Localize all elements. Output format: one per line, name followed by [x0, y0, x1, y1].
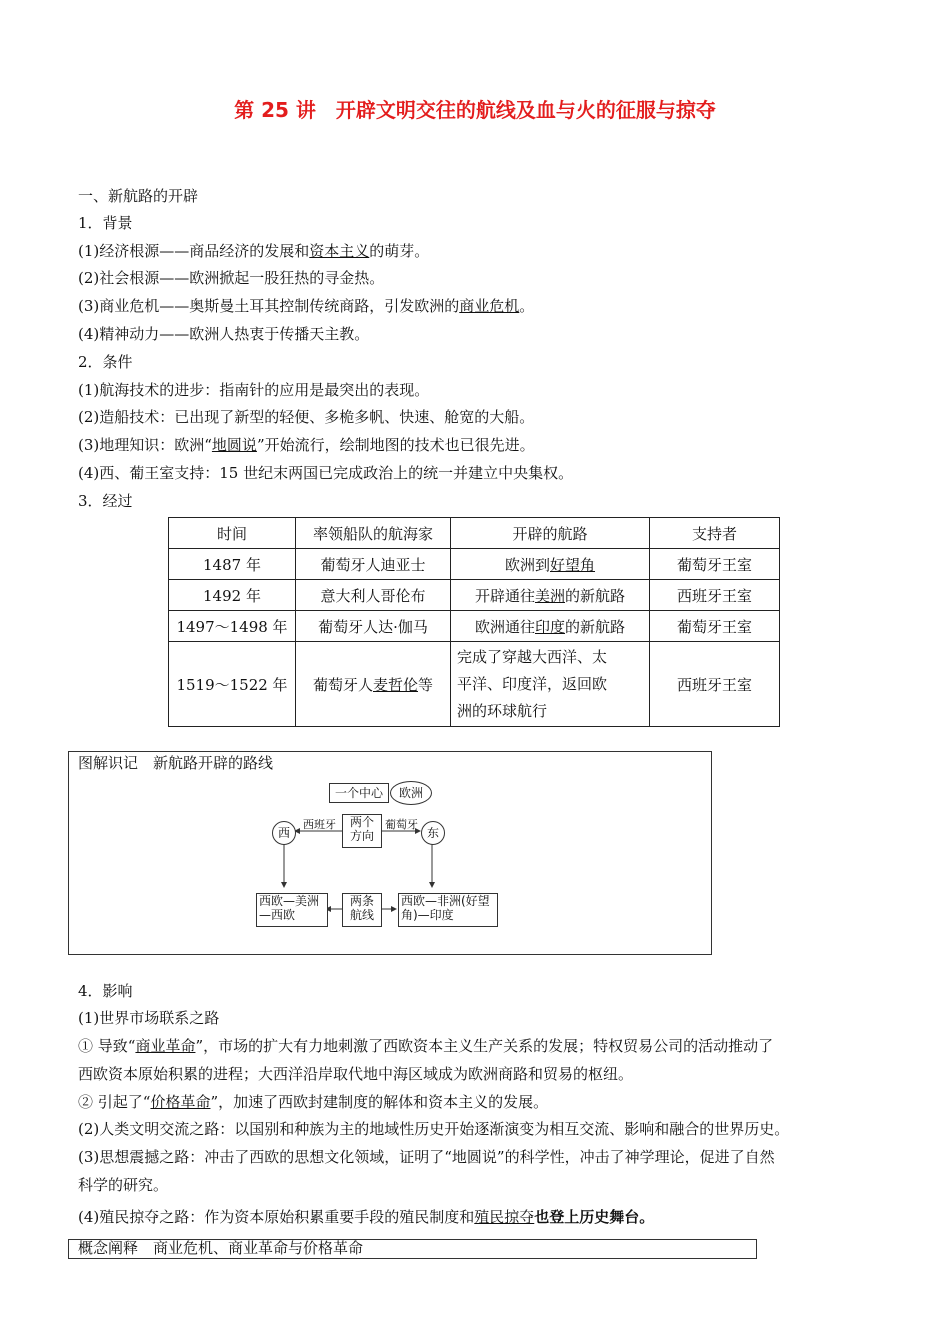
europe-node: 欧洲: [390, 781, 432, 805]
text-line: (1)经济根源——商品经济的发展和资本主义的萌芽。: [78, 242, 430, 260]
concept-caption: 概念阐释 商业危机、商业革命与价格革命: [78, 1239, 364, 1257]
text-line: (4)精神动力——欧洲人热衷于传播天主教。: [78, 325, 370, 343]
east-node: 东: [421, 821, 445, 845]
table-cell: 葡萄牙人麦哲伦等: [296, 642, 451, 727]
text-line: (4)西、葡王室支持：15 世纪末两国已完成政治上的统一并建立中央集权。: [78, 464, 574, 482]
table-cell: 欧洲到好望角: [451, 549, 650, 580]
text-line: (3)地理知识：欧洲“地圆说”开始流行，绘制地图的技术也已很先进。: [78, 436, 535, 454]
table-cell: 葡萄牙王室: [650, 611, 780, 642]
two-routes-node: 两条 航线: [342, 893, 382, 927]
table-cell: 西班牙王室: [650, 642, 780, 727]
text-line: ① 导致“商业革命”，市场的扩大有力地刺激了西欧资本主义生产关系的发展；特权贸易公司的活动推动了: [78, 1037, 774, 1055]
subheading-process: 3．经过: [78, 492, 133, 510]
text-line: (4)殖民掠夺之路：作为资本原始积累重要手段的殖民制度和殖民掠夺也登上历史舞台。: [78, 1208, 655, 1226]
subheading-impact: 4．影响: [78, 982, 133, 1000]
table-cell: 1519～1522 年: [169, 642, 296, 727]
text-line: (1)世界市场联系之路: [78, 1009, 220, 1027]
table-cell: 欧洲通往印度的新航路: [451, 611, 650, 642]
table-cell: 葡萄牙人达·伽马: [296, 611, 451, 642]
table-row: [169, 611, 780, 642]
table-header-row: [169, 518, 780, 549]
table-row: [169, 549, 780, 580]
table-cell: 开辟通往美洲的新航路: [451, 580, 650, 611]
table-cell: 葡萄牙王室: [650, 549, 780, 580]
header-cell: 开辟的航路: [451, 518, 650, 549]
table-cell: 1487 年: [169, 549, 296, 580]
header-cell: 时间: [169, 518, 296, 549]
spain-label: 西班牙: [303, 818, 336, 831]
text-line: (1)航海技术的进步：指南针的应用是最突出的表现。: [78, 381, 430, 399]
section-heading: 一、新航路的开辟: [78, 187, 199, 205]
diagram-caption: 图解识记 新航路开辟的路线: [78, 754, 274, 772]
two-directions-node: 两个 方向: [342, 814, 382, 848]
subheading-conditions: 2．条件: [78, 353, 133, 371]
page-title: 第 25 讲 开辟文明交往的航线及血与火的征服与掠夺: [234, 98, 716, 122]
text-line: (2)造船技术：已出现了新型的轻便、多桅多帆、快速、舱宽的大船。: [78, 408, 535, 426]
voyages-table: [168, 517, 780, 727]
table-cell: 葡萄牙人迪亚士: [296, 549, 451, 580]
table-row: [169, 580, 780, 611]
subheading-background: 1．背景: [78, 214, 133, 232]
west-node: 西: [272, 821, 296, 845]
text-line: ② 引起了“价格革命”，加速了西欧封建制度的解体和资本主义的发展。: [78, 1093, 549, 1111]
text-line: (3)商业危机——奥斯曼土耳其控制传统商路，引发欧洲的商业危机。: [78, 297, 535, 315]
table-cell: 1492 年: [169, 580, 296, 611]
table-cell: 西班牙王室: [650, 580, 780, 611]
east-route-node: 西欧—非洲(好望 角)—印度: [398, 893, 498, 927]
table-cell: 意大利人哥伦布: [296, 580, 451, 611]
text-line: (2)社会根源——欧洲掀起一股狂热的寻金热。: [78, 269, 385, 287]
header-cell: 支持者: [650, 518, 780, 549]
text-line: (2)人类文明交流之路：以国别和种族为主的地域性历史开始逐渐演变为相互交流、影响和融合的世界历史。: [78, 1120, 790, 1138]
table-cell: 1497～1498 年: [169, 611, 296, 642]
text-line: 科学的研究。: [78, 1176, 169, 1194]
text-line: (3)思想震撼之路：冲击了西欧的思想文化领域，证明了“地圆说”的科学性，冲击了神学理论，促进了自然: [78, 1148, 775, 1166]
text-line: 西欧资本原始积累的进程；大西洋沿岸取代地中海区域成为欧洲商路和贸易的枢纽。: [78, 1065, 634, 1083]
portugal-label: 葡萄牙: [385, 818, 418, 831]
table-row: [169, 642, 780, 727]
header-cell: 率领船队的航海家: [296, 518, 451, 549]
west-route-node: 西欧—美洲 —西欧: [256, 893, 328, 927]
table-cell: 完成了穿越大西洋、太 平洋、印度洋，返回欧 洲的环球航行: [451, 642, 650, 727]
one-center-node: 一个中心: [329, 783, 389, 803]
